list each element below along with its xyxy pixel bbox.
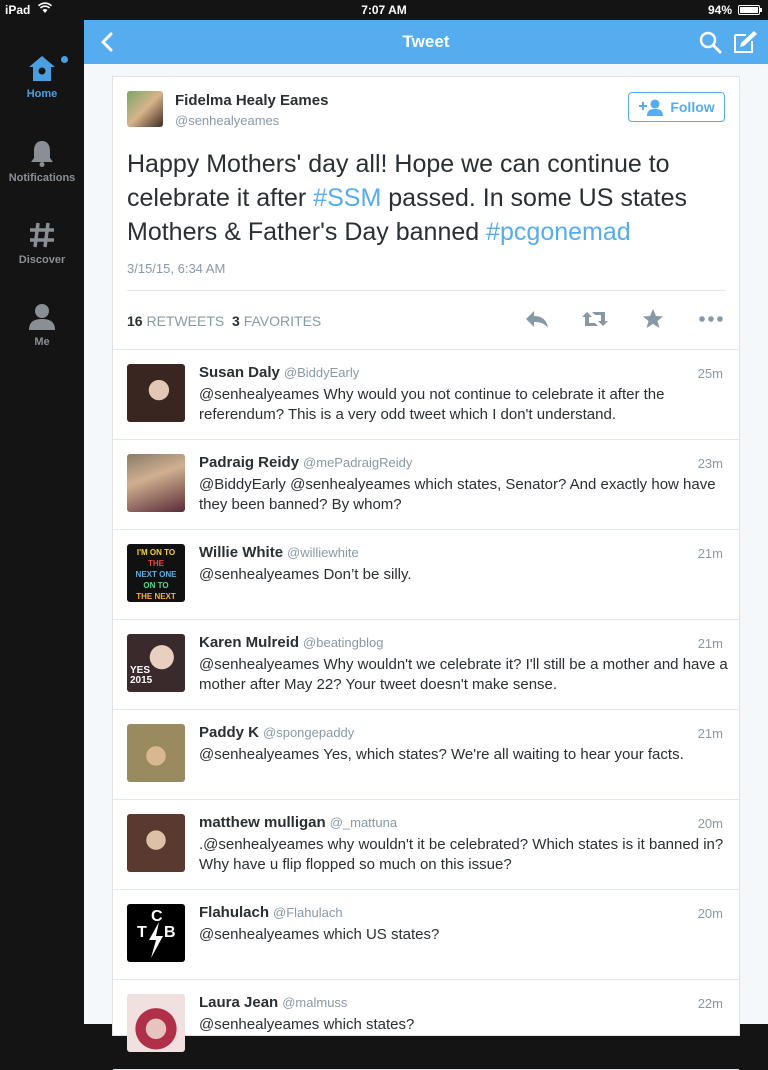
reply-item[interactable] (113, 800, 739, 890)
battery-percent: 94% (707, 3, 732, 17)
hashtag-link[interactable]: #SSM (313, 184, 382, 212)
follow-button[interactable] (628, 92, 725, 122)
retweets-label[interactable]: RETWEETS (146, 313, 225, 329)
reply-author-name: Flahulach (199, 904, 270, 921)
sidebar-item-me[interactable] (0, 302, 84, 374)
avatar[interactable] (127, 544, 185, 602)
reply-handle: @williewhite (287, 545, 359, 560)
reply-text: @BiddyEarly @senhealyeames which states, Senator? And exactly how have they been banned? By whom? (199, 476, 716, 513)
reply-time: 21m (697, 726, 723, 741)
reply-time: 20m (697, 906, 723, 921)
avatar-text-line: YES (130, 665, 151, 676)
tweet-text-part: Happy Mothers' day all! Hope we can continue to celebrate it after (127, 150, 670, 212)
avatar-text-line: THE (148, 559, 164, 568)
avatar-text-line: ON TO (143, 581, 169, 590)
main-tweet (113, 77, 739, 350)
hashtag-link[interactable]: #pcgonemad (486, 218, 631, 246)
reply-time: 22m (697, 996, 723, 1011)
main-panel (84, 20, 768, 1033)
avatar[interactable] (127, 634, 185, 692)
tweet-stats (127, 313, 321, 329)
star-icon[interactable] (639, 307, 667, 331)
avatar-letter: T (137, 924, 147, 941)
reply-author[interactable] (199, 724, 354, 741)
lightning-icon (145, 922, 167, 958)
avatar[interactable] (127, 994, 185, 1052)
sidebar (0, 20, 84, 1024)
reply-handle: @malmuss (282, 995, 348, 1010)
reply-author-name: Karen Mulreid (199, 634, 300, 651)
reply-author[interactable] (199, 364, 359, 381)
reply-text: @senhealyeames which states? (199, 1016, 415, 1033)
sidebar-item-label: Me (34, 336, 50, 348)
page-title: Tweet (402, 32, 450, 51)
avatar-text-line: 2015 (130, 675, 153, 686)
divider (127, 290, 725, 291)
retweet-icon[interactable] (581, 307, 609, 331)
reply-author[interactable] (199, 904, 343, 921)
header-bar (84, 20, 768, 64)
tweet-actions (523, 307, 725, 331)
sidebar-item-notifications[interactable] (0, 138, 84, 210)
avatar[interactable] (127, 904, 185, 962)
avatar-letter: B (164, 924, 176, 941)
tweet-text (127, 147, 723, 249)
reply-author[interactable] (199, 634, 383, 651)
reply-author-name: matthew mulligan (199, 814, 326, 831)
reply-handle: @beatingblog (303, 635, 384, 650)
reply-item[interactable] (113, 710, 739, 800)
bell-icon (27, 138, 57, 168)
reply-time: 25m (697, 366, 723, 381)
add-user-icon (638, 98, 664, 116)
avatar-text-line: THE NEXT (136, 592, 176, 601)
hashtag-icon (27, 220, 57, 250)
reply-text: @senhealyeames Yes, which states? We're all waiting to hear your facts. (199, 746, 684, 763)
reply-author[interactable] (199, 994, 347, 1011)
favorites-label[interactable]: FAVORITES (243, 313, 322, 329)
retweets-count[interactable]: 16 (127, 313, 143, 329)
favorites-count[interactable]: 3 (232, 313, 240, 329)
device-label: iPad (5, 3, 31, 17)
reply-time: 23m (697, 456, 723, 471)
unread-dot (61, 56, 68, 63)
clock: 7:07 AM (361, 3, 407, 17)
reply-author[interactable] (199, 544, 359, 561)
reply-item[interactable] (113, 620, 739, 710)
compose-icon[interactable] (732, 29, 758, 55)
status-bar (0, 0, 768, 20)
reply-author-name: Willie White (199, 544, 284, 561)
author-handle[interactable]: @senhealyeames (175, 113, 280, 128)
avatar-letter: C (151, 908, 163, 925)
reply-handle: @spongepaddy (263, 725, 355, 740)
reply-author[interactable] (199, 454, 412, 471)
avatar-text-line: NEXT ONE (135, 570, 177, 579)
author-name[interactable]: Fidelma Healy Eames (175, 92, 329, 109)
reply-text: @senhealyeames Why wouldn't we celebrate it? I'll still be a mother and have a mother after May 22? Your tweet doesn't make sense. (199, 656, 728, 693)
tweet-text-part: passed. In some US states Mothers & Father's Day banned (127, 184, 688, 246)
reply-icon[interactable] (523, 307, 551, 331)
tweet-timestamp: 3/15/15, 6:34 AM (127, 261, 226, 276)
reply-text: @senhealyeames Why would you not continue to celebrate it after the referendum? This is a very odd tweet which I don't understand. (199, 386, 665, 423)
reply-handle: @mePadraigReidy (303, 455, 413, 470)
search-icon[interactable] (698, 30, 722, 54)
avatar[interactable] (127, 454, 185, 512)
reply-text: @senhealyeames Don’t be silly. (199, 566, 412, 583)
sidebar-item-discover[interactable] (0, 220, 84, 292)
sidebar-item-label: Notifications (8, 172, 76, 184)
sidebar-item-home[interactable] (0, 54, 84, 126)
follow-label: Follow (670, 99, 715, 115)
reply-handle: @Flahulach (273, 905, 343, 920)
reply-author[interactable] (199, 814, 397, 831)
reply-handle: @BiddyEarly (283, 365, 360, 380)
reply-time: 21m (697, 636, 723, 651)
reply-author-name: Paddy K (199, 724, 260, 741)
avatar[interactable] (127, 814, 185, 872)
reply-author-name: Padraig Reidy (199, 454, 300, 471)
person-icon (27, 302, 57, 332)
reply-item[interactable] (113, 980, 739, 1070)
sidebar-item-label: Discover (18, 254, 66, 266)
battery-icon (738, 5, 760, 15)
avatar-text-line: I'M ON TO (136, 548, 176, 557)
reply-item[interactable] (113, 530, 739, 620)
reply-item[interactable] (113, 440, 739, 530)
reply-time: 20m (697, 816, 723, 831)
sidebar-item-label: Home (26, 88, 58, 100)
avatar[interactable] (127, 364, 185, 422)
reply-item[interactable] (113, 350, 739, 440)
reply-time: 21m (697, 546, 723, 561)
home-icon (27, 54, 57, 84)
reply-text: .@senhealyeames why wouldn't it be celebrated? Which states is it banned in? Why have u flip flopped so much on this issue? (199, 836, 724, 873)
tweet-detail-card (112, 76, 740, 1036)
reply-author-name: Laura Jean (199, 994, 279, 1011)
reply-handle: @_mattuna (329, 815, 398, 830)
avatar[interactable] (127, 91, 163, 127)
reply-item[interactable] (113, 890, 739, 980)
avatar[interactable] (127, 724, 185, 782)
more-icon[interactable] (697, 307, 725, 331)
reply-text: @senhealyeames which US states? (199, 926, 440, 943)
reply-author-name: Susan Daly (199, 364, 280, 381)
